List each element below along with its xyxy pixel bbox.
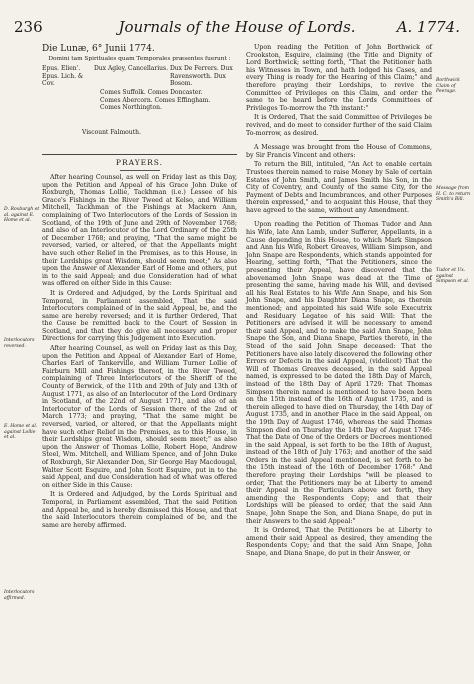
lords-viscount: Viscount Falmouth. — [82, 129, 141, 136]
left-column — [42, 44, 237, 531]
paragraph-borthwick-petition: Upon reading the Petition of John Borthwick of Crookston, Esquire, claiming (the Title and Dignity of Lord Borthwick; setting forth, "That the Petitioner hath his Witnesses in Town, and hath lodged his Cases, and every Thing is ready for the Hearing of this Claim;" and therefore praying their Lordships, to revive the Committee of Privileges on this Claim, and order the same to be heard before the Lords Committees of Privileges To-morrow the 7th instant:" — [246, 44, 432, 112]
lords-barons: Dux De Ferrers. Dux Ravensworth. Dux Bosom. — [170, 65, 233, 88]
margin-note-reversed: Interlocutors reversed. — [4, 338, 35, 349]
divider — [42, 154, 237, 155]
prayers-heading: PRAYERS. — [115, 158, 164, 167]
lords-bishops: Epus. Elien'. Epus. Lich. & Cov. — [42, 65, 84, 88]
paragraph-tudor-petition: Upon reading the Petition of Thomas Tudor and Ann his Wife, late Ann Lamb, under Sufferer, Appellants, in a Cause depending in this House, to which Mark Simpson and Ann his Wife, Robert Greaves, William Simpson, and John Snape are Respondents, which stands appointed for Hearing, setting forth, "That the Petitioners, since the presenting their Appeal, have discovered that the abovenamed John Snape was dead at the Time of presenting the same, having made his Will, and devised all his Real Estates to his Wife Ann Snape, and his Son John Snape, and his Daughter Diana Snape, as therein mentioned; and appointed his said Wife sole Executrix and Residuary Legatee of his said Will: That the Petitioners are advised it will be necessary to amend their said Appeal, and to make the said Ann Snape, John Snape the Son, and Diana Snape, Parties thereto, in the Stead of the said John Snape deceased: That the Petitioners have also lately discovered the following other Errors or Defects in the said Appeal, (videlicet) That the Will of Thomas Greaves deceased, in the said Appeal named, is expressed to be dated the 18th Day of March, instead of the 18th Day of April 1729: That Thomas Simpson therein named is mentioned to have been born on the 15th instead of the 16th of August 1735, and is therein alleged to have died on Thursday, the 14th Day of August 1735, and in another Place in the said Appeal, on the 19th Day of August 1746, whereas the said Thomas Simpson died on Thursday the 14th Day of August 1746: That the Date of One of the Orders or Decrees mentioned in the said Appeal, is set forth to be the 18th of August, instead of the 18th of July 1763; and another of the said Orders in the said Appeal mentioned, is set forth to be the 15th instead of the 16th of December 1768:" And therefore praying their Lordships "will be pleased to order, That the Petitioners may be at Liberty to amend their Appeal in the Particulars above set forth, they amending the Respondents Copy; and that their Lordships will be pleased to order, that the said Ann Snape, John Snape the Son, and Diana Snape, do put in their Answers to the said Appeal:" — [246, 221, 432, 525]
short-divider — [319, 217, 359, 218]
paragraph-affirm-order: It is Ordered and Adjudged, by the Lords Spiritual and Temporal, in Parliament assembled, That the said Petition and Appeal be, and is hereby dismissed this House, and that the said Interlocutors therein complained of be, and the same are hereby affirmed. — [42, 491, 237, 529]
dateline: Die Lunæ, 6° Junii 1774. — [42, 44, 155, 54]
paragraph-commons-message: A Message was brought from the House of Commons, by Sir Francis Vincent and others: — [246, 144, 432, 159]
right-column — [246, 44, 432, 560]
paragraph-home-petition: After hearing Counsel, as well on Friday last as this Day, upon the Petition and Appeal of Alexander Earl of Home, Charles Earl of Tankerville, and William Turner Lollie of Fairburn Mill and Fishings thereof, in the River Tweed, complaining of Three Interlocutors of the Sheriff of the County of Berwick, of the 11th and 29th of July and 13th of August 1771, as also of an Interlocutor of the Lord Ordinary in Scotland, of the 22nd of August 1771, and also of an Interlocutor of the Lords of Session there of the 2nd of March 1773; and praying, "That the same might be reversed, varied, or altered, or that the Appellants might have such other Relief in the Premises, as to this House, in their Lordships great Wisdom, should seem meet;" as also upon the Answer of Thomas Lollie, Robert Hope, Andrew Steel, Wm. Mitchell, and William Spence, and of John Duke of Roxburgh, Sir Alexander Don, Sir George Hay Macdougal, Walter Scott Esquire, and John Scott Esquire, put in to the said Appeal, and due Consideration had of what was offered on either Side in this Cause: — [42, 345, 237, 489]
margin-note-affirmed: Interlocutors affirmed. — [4, 590, 35, 601]
short-divider — [319, 140, 359, 141]
paragraph-reversal-order: It is Ordered and Adjudged, by the Lords Spiritual and Temporal, in Parliament assembled, That the said Interlocutors complained of in the said Appeal, be, and the same are hereby reversed; and it is further Ordered, That the Cause be remitted back to the Court of Session in Scotland, and that they do give all necessary and proper Directions for carrying this Judgement into Execution. — [42, 289, 237, 343]
page-header — [14, 18, 460, 38]
margin-note-home: E. Home et al. against Lollie et al. — [4, 424, 38, 441]
margin-note-borthwick: Borthwick Claim of Peerage. — [436, 78, 460, 95]
margin-note-tudor: Tudor et Ux. against Simpson et al. — [436, 268, 470, 285]
margin-note-roxburgh: D. Roxburgh et al. against E. Home et al. — [4, 207, 40, 224]
margin-note-message: Message from H. C. to return Smith's Bill. — [436, 186, 471, 203]
paragraph-smith-bill: To return the Bill, intituled, "An Act to enable certain Trustees therein named to raise Money by Sale of certain Estates of John Smith, and James Smith his Son, in the City of Coventry, and County of the same City, for the Payment of Debts and Incumbrances, and other Purposes therein expressed," and to acquaint this House, that they have agreed to the same, without any Amendment. — [246, 161, 432, 214]
paragraph-roxburgh-petition: After hearing Counsel, as well on Friday last as this Day, upon the Petition and Appeal of his Grace John Duke of Roxburgh, Thomas Lollie, Tackhman (i.e.) Lessee of his Grace's Fishings in the River Tweed at Kelso, and William Mitchell, Tackhman of the Fishings at Mackern Ann, complaining of Two Interlocutors of the Lords of Session in Scotland, of the 19th of June and 29th of November 1768; and also of an Interlocutor of the Lord Ordinary of the 25th of December 1768; and praying, "That the same might be reversed, varied, or altered, or that the Appellants might have such other Relief in the Premises, as to this House, in their Lordships great Wisdom, should seem meet;" As also upon the Answer of Alexander Earl of Home and others, put in to the said Appeal; and due Consideration had of what was offered on either Side in this Cause: — [42, 174, 237, 288]
short-divider — [120, 170, 160, 171]
lords-earls: Comes Suffolk. Comes Doncaster. Comes Abercorn. Comes Effingham. Comes Northington. — [100, 89, 211, 112]
running-title: Journals of the House of Lords. — [118, 18, 356, 36]
paragraph-committee-order: It is Ordered, That the said Committee of Privileges be revived, and do meet to consider further of the said Claim To-morrow, as desired. — [246, 114, 432, 137]
paragraph-amend-order: It is Ordered, That the Petitioners be at Liberty to amend their said Appeal as desired, they amending the Respondents Copy; and that the said Ann Snape, John Snape, and Diana Snape, do put in their Answer, or — [246, 527, 432, 557]
lords-chancellor: Dux Agley, Cancellarius. — [94, 65, 169, 72]
lords-present-list — [42, 65, 237, 151]
page-number: 236 — [14, 18, 43, 36]
year-label: A. 1774. — [396, 18, 460, 36]
domini-line: Domini tam Spirituales quam Temporales præsentes fuerunt : — [48, 56, 231, 62]
